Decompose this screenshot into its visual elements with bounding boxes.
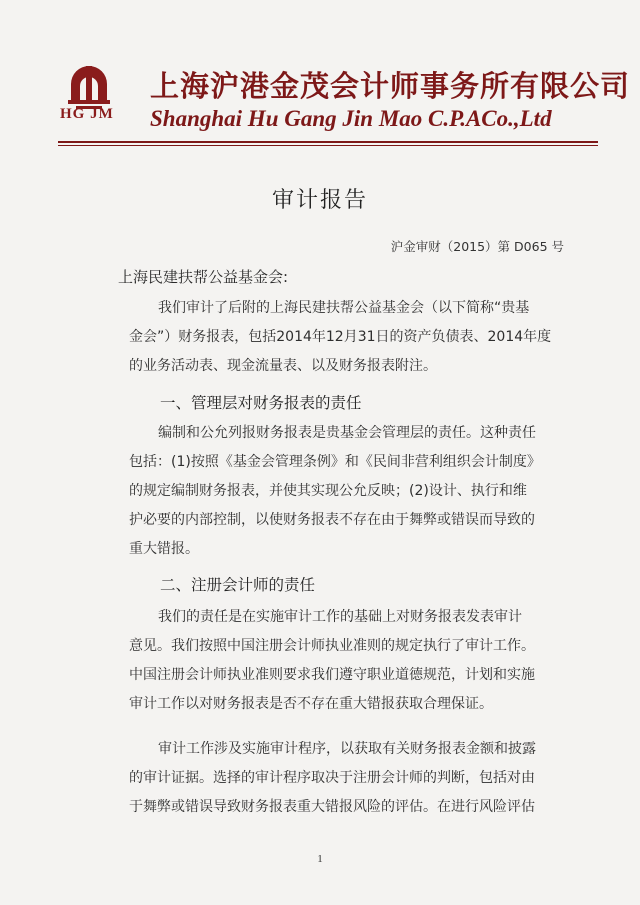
- document-title: 审计报告: [271, 188, 368, 213]
- section1-line: 重大错报。: [129, 541, 199, 557]
- section1-line: 的规定编制财务报表，并使其实现公允反映；(2)设计、执行和维: [129, 483, 527, 499]
- section-heading: 一、管理层对财务报表的责任: [160, 394, 362, 412]
- intro-line: 我们审计了后附的上海民建扶帮公益基金会（以下简称“贵基: [158, 300, 530, 316]
- addressee: 上海民建扶帮公益基金会:: [118, 268, 289, 286]
- page-number: 1: [317, 853, 323, 865]
- firm-name-english: Shanghai Hu Gang Jin Mao C.P.ACo.,Ltd: [150, 106, 552, 131]
- section2-line: 中国注册会计师执业准则要求我们遵守职业道德规范，计划和实施: [129, 667, 535, 683]
- section-heading: 二、注册会计师的责任: [160, 576, 316, 594]
- section2-line: 意见。我们按照中国注册会计师执业准则的规定执行了审计工作。: [129, 638, 535, 654]
- letterhead-divider: [58, 141, 598, 143]
- section1-line: 护必要的内部控制，以使财务报表不存在由于舞弊或错误而导致的: [129, 512, 535, 528]
- section1-line: 包括：(1)按照《基金会管理条例》和《民间非营利组织会计制度》: [129, 454, 541, 470]
- section2-line: 审计工作以对财务报表是否不存在重大错报获取合理保证。: [129, 696, 493, 712]
- intro-line: 金会”）财务报表，包括2014年12月31日的资产负债表、2014年度: [129, 329, 552, 345]
- section2-line: 的审计证据。选择的审计程序取决于注册会计师的判断，包括对由: [129, 770, 535, 786]
- logo-text: HG JM: [60, 106, 114, 122]
- section1-line: 编制和公允列报财务报表是贵基金会管理层的责任。这种责任: [158, 425, 536, 441]
- section2-line: 我们的责任是在实施审计工作的基础上对财务报表发表审计: [158, 609, 522, 625]
- section2-line: 于舞弊或错误导致财务报表重大错报风险的评估。在进行风险评估: [129, 799, 535, 815]
- letterhead: [58, 62, 631, 142]
- reference-number: 沪金审财（2015）第 D065 号: [390, 239, 564, 254]
- firm-name-chinese: 上海沪港金茂会计师事务所有限公司: [150, 69, 631, 103]
- firm-logo-icon: [66, 62, 112, 112]
- intro-line: 的业务活动表、现金流量表、以及财务报表附注。: [129, 358, 437, 374]
- letterhead-divider-thin: [58, 145, 598, 146]
- section2-line: 审计工作涉及实施审计程序，以获取有关财务报表金额和披露: [158, 741, 536, 757]
